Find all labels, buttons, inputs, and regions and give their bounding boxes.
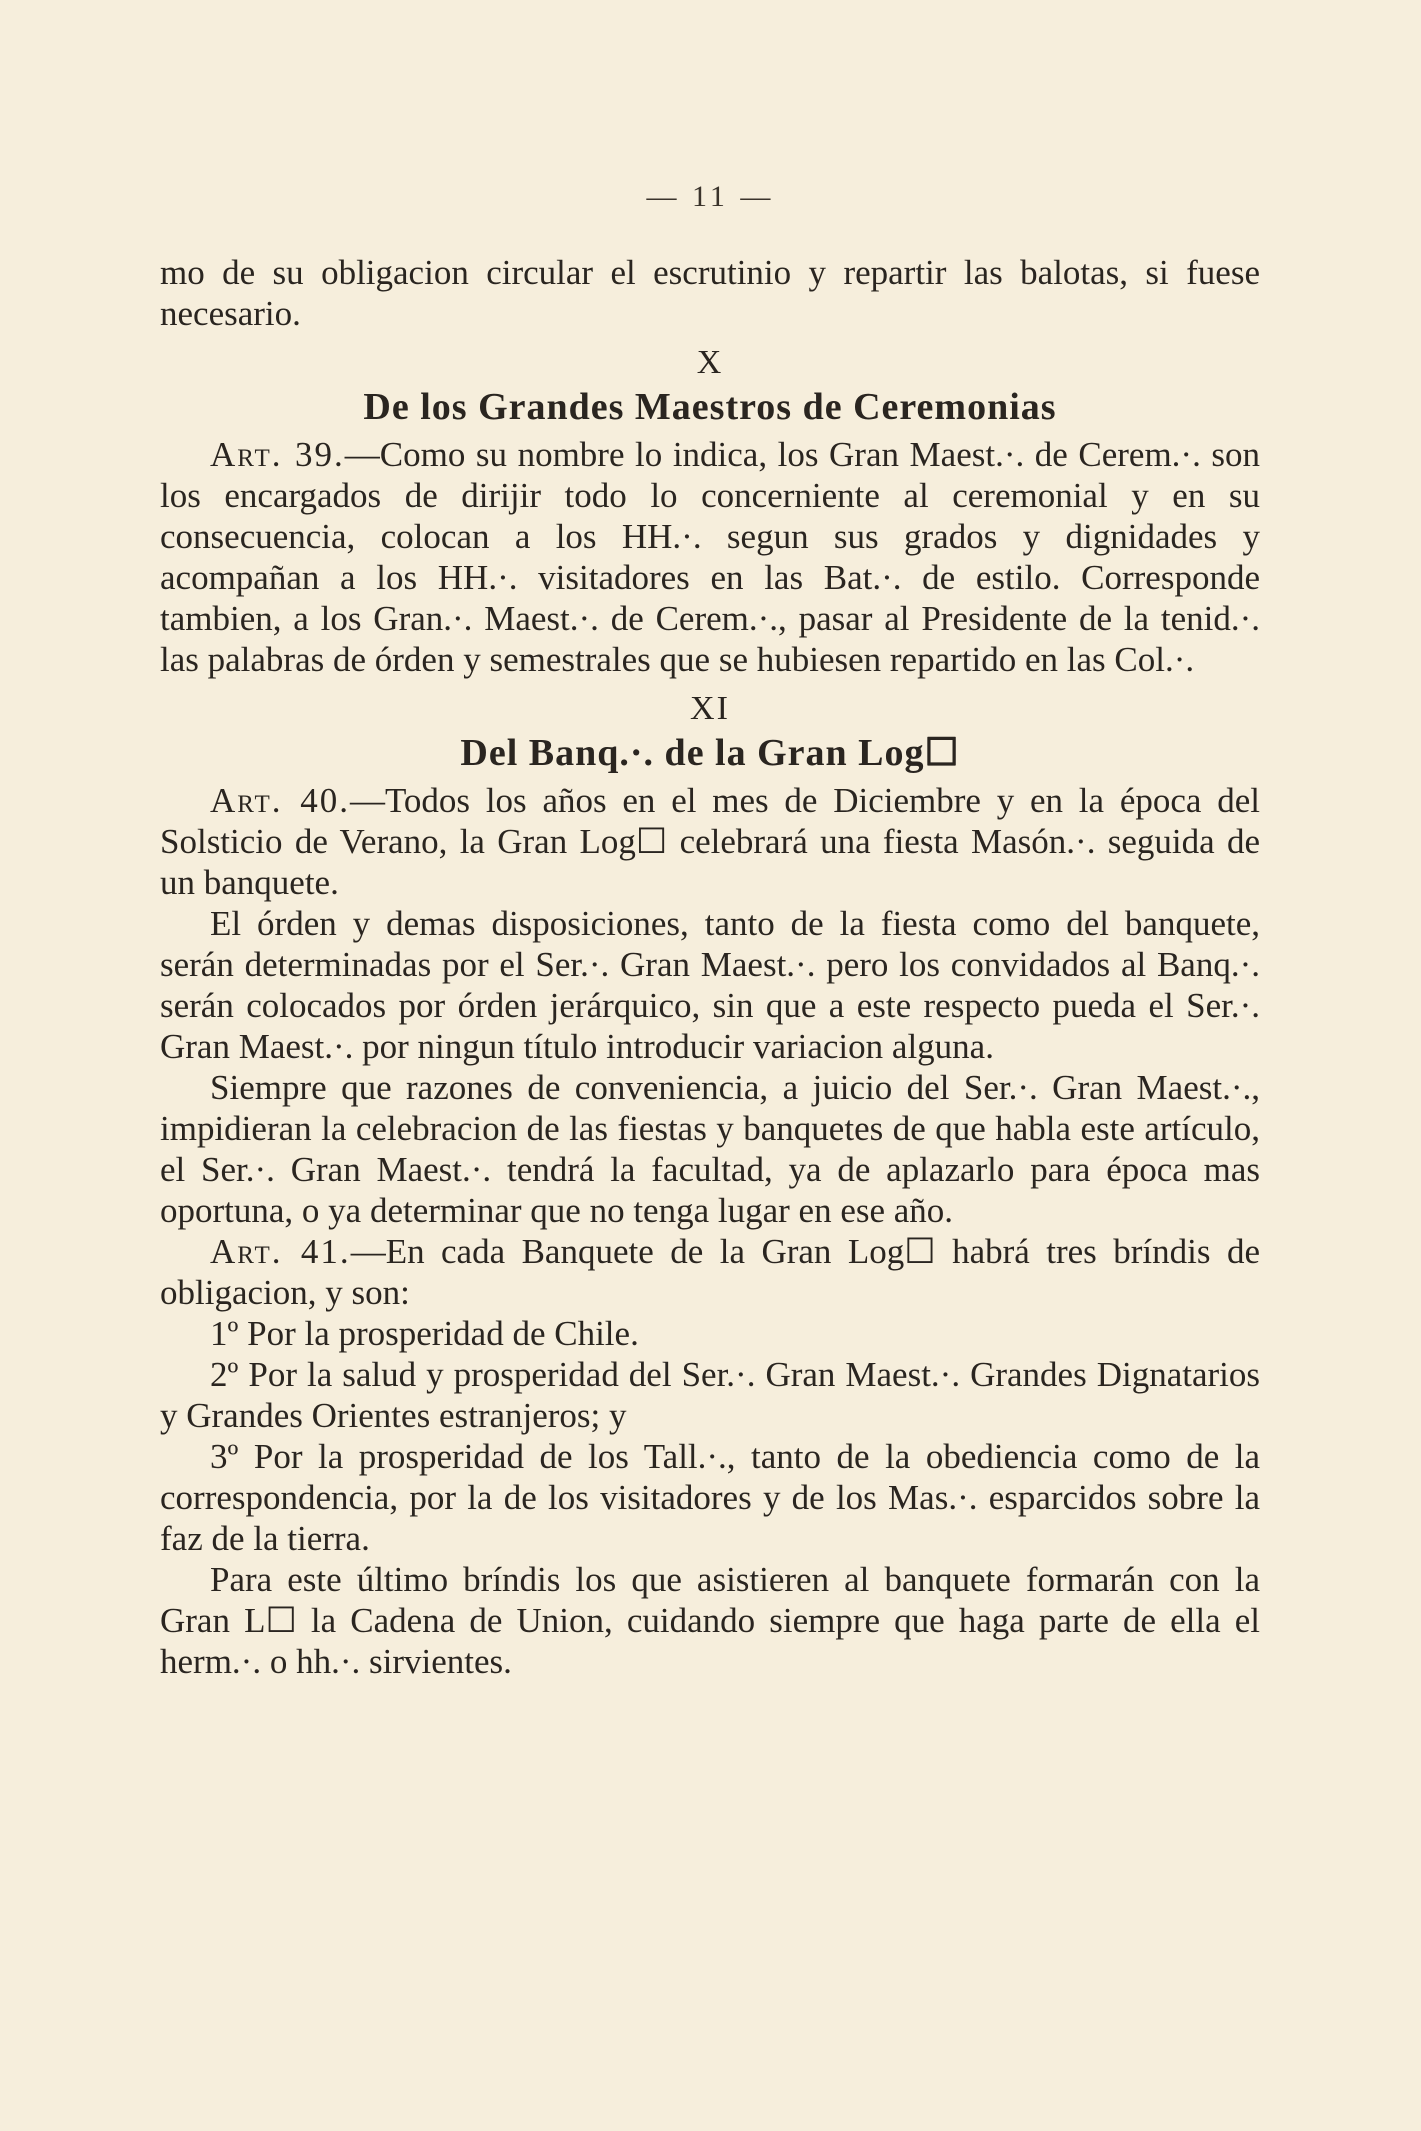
closing-paragraph: Para este último bríndis los que asistieren al banquete formarán con la Gran L☐ la Cadena de Union, cuidando siempre que haga parte de ella el herm.·. o hh.·. sirvientes. [160, 1560, 1260, 1681]
article-40-paragraph-3: Siempre que razones de conveniencia, a juicio del Ser.·. Gran Maest.·., impidieran la celebracion de las fiestas y banquetes de que habla este artículo, el Ser.·. Gran Maest.·. tendrá la facultad, ya de aplazarlo para época mas oportuna, o ya determinar que no tenga lugar en ese año. [160, 1068, 1260, 1230]
article-40-label: Art. 40. [210, 781, 350, 820]
article-40-text: —Todos los años en el mes de Diciembre y en la época del Solsticio de Verano, la Gran Log☐ celebrará una fiesta Masón.·. seguida de un banquete. [160, 781, 1260, 902]
section-numeral-xi: XI [690, 690, 730, 727]
article-40-paragraph-2: El órden y demas disposiciones, tanto de la fiesta como del banquete, serán determinadas por el Ser.·. Gran Maest.·. pero los convidados al Banq.·. serán colocados por órden jerárquico, sin que a este respecto pueda el Ser.·. Gran Maest.·. por ningun título introducir variacion alguna. [160, 904, 1260, 1066]
section-heading-xi: Del Banq.·. de la Gran Log☐ [460, 732, 960, 774]
article-39-text: —Como su nombre lo indica, los Gran Maest.·. de Cerem.·. son los encargados de dirijir todo lo concerniente al ceremonial y en su consecuencia, colocan a los HH.·. segun sus grados y dignidades y acompañan a los HH.·. visitadores en las Bat.·. de estilo. Corresponde tambien, a los Gran.·. Maest.·. de Cerem.·., pasar al Presidente de la tenid.·. las palabras de órden y semestrales que se hubiesen repartido en las Col.·. [160, 435, 1260, 679]
section-numeral-x: X [696, 344, 724, 381]
toast-item-3: 3º Por la prosperidad de los Tall.·., tanto de la obediencia como de la correspondencia, por la de los visitadores y de los Mas.·. esparcidos sobre la faz de la tierra. [160, 1437, 1260, 1558]
toast-item-2: 2º Por la salud y prosperidad del Ser.·. Gran Maest.·. Grandes Dignatarios y Grandes Orientes estranjeros; y [160, 1355, 1260, 1435]
article-41-label: Art. 41. [210, 1232, 351, 1271]
article-40 [160, 780, 1260, 903]
article-41 [160, 1231, 1260, 1313]
article-39 [160, 434, 1260, 680]
continuation-paragraph: mo de su obligacion circular el escrutinio y repartir las balotas, si fuese necesario. [160, 253, 1260, 333]
section-heading-x: De los Grandes Maestros de Ceremonias [363, 386, 1057, 428]
toast-item-1: 1º Por la prosperidad de Chile. [210, 1314, 639, 1353]
article-39-label: Art. 39. [210, 435, 345, 474]
article-41-text: —En cada Banquete de la Gran Log☐ habrá tres bríndis de obligacion, y son: [160, 1232, 1260, 1312]
page-body [160, 252, 1260, 1682]
page-number: — 11 — [646, 180, 775, 213]
